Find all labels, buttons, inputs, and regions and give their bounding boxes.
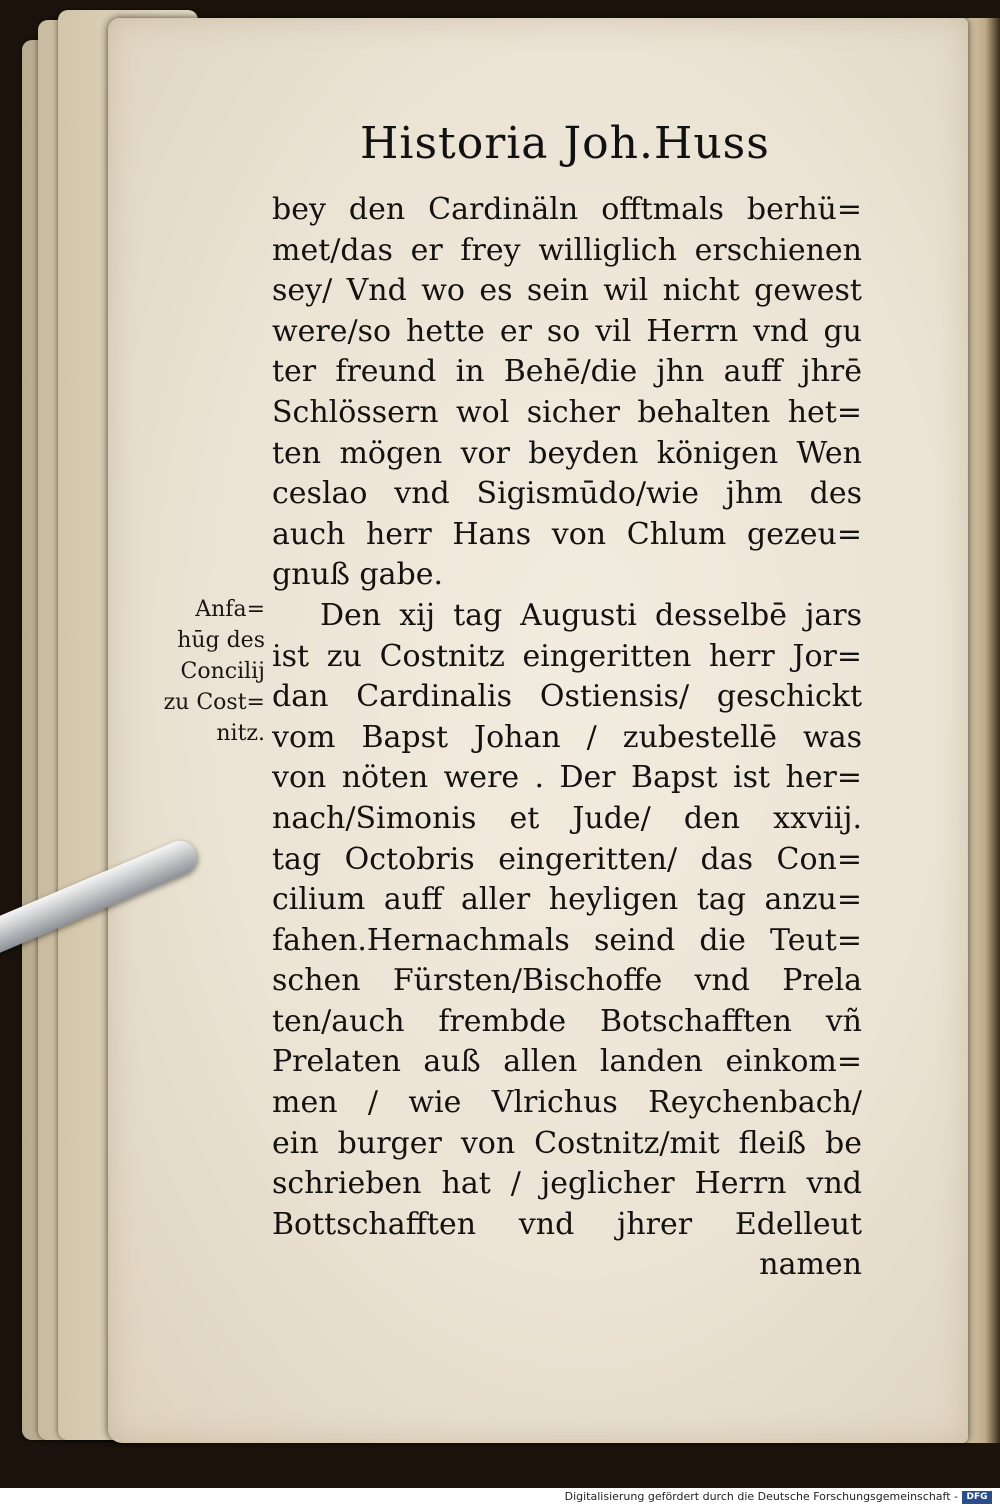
running-head: Historia Joh.Huss <box>360 118 770 169</box>
text-line: tag Octobris eingeritten/ das Con= <box>272 841 862 877</box>
text-line: von nöten were . Der Bapst ist her= <box>272 760 862 796</box>
text-line: Den xij tag Augusti desselbē jars <box>320 597 862 633</box>
text-line: namen <box>759 1247 862 1283</box>
text-line: Prelaten auß allen landen einkom= <box>272 1044 862 1080</box>
marginal-line: Anfa= <box>195 597 265 622</box>
marginal-line: Concilij <box>180 659 265 684</box>
marginal-note <box>130 594 265 749</box>
text-line: auch herr Hans von Chlum gezeu= <box>272 516 862 552</box>
text-line: Bottschafften vnd jhrer Edelleut <box>272 1206 862 1242</box>
text-line: schen Fürsten/Bischoffe vnd Prela <box>272 963 862 999</box>
text-line: dan Cardinalis Ostiensis/ geschickt <box>272 679 862 715</box>
text-line: were/so hette er so vil Herrn vnd gu <box>272 313 862 349</box>
text-line: schrieben hat / jeglicher Herrn vnd <box>272 1166 862 1202</box>
text-line: ist zu Costnitz eingeritten herr Jor= <box>272 638 862 674</box>
text-line: ein burger von Costnitz/mit fleiß be <box>272 1125 862 1161</box>
body-text <box>272 190 862 1286</box>
marginal-line: nitz. <box>216 721 265 746</box>
text-line: ter freund in Behē/die jhn auff jhrē <box>272 354 862 390</box>
text-line: fahen.Hernachmals seind die Teut= <box>272 922 862 958</box>
marginal-line: hūg des <box>177 628 265 653</box>
text-line: nach/Simonis et Jude/ den xxviij. <box>272 800 862 836</box>
text-line: ceslao vnd Sigismūdo/wie jhm des <box>272 476 862 512</box>
text-line: ten/auch frembde Botschafften vñ <box>272 1003 862 1039</box>
text-line: ten mögen vor beyden königen Wen <box>272 435 862 471</box>
text-line: bey den Cardinäln offtmals berhü= <box>272 192 862 227</box>
text-line: men / wie Vlrichus Reychenbach/ <box>272 1085 862 1121</box>
text-line: vom Bapst Johan / zubestellē was <box>272 719 862 755</box>
text-line: Schlössern wol sicher behalten het= <box>272 394 862 430</box>
marginal-line: zu Cost= <box>163 690 265 715</box>
dfg-logo: DFG <box>962 1491 992 1504</box>
footer-credit: Digitalisierung gefördert durch die Deutsche Forschungsgemeinschaft - <box>564 1490 958 1503</box>
text-line: gnuß gabe. <box>272 557 444 593</box>
text-line: cilium auff aller heyligen tag anzu= <box>272 882 862 918</box>
text-line: met/das er frey williglich erschienen <box>272 232 862 268</box>
text-line: sey/ Vnd wo es sein wil nicht gewest <box>272 273 862 309</box>
